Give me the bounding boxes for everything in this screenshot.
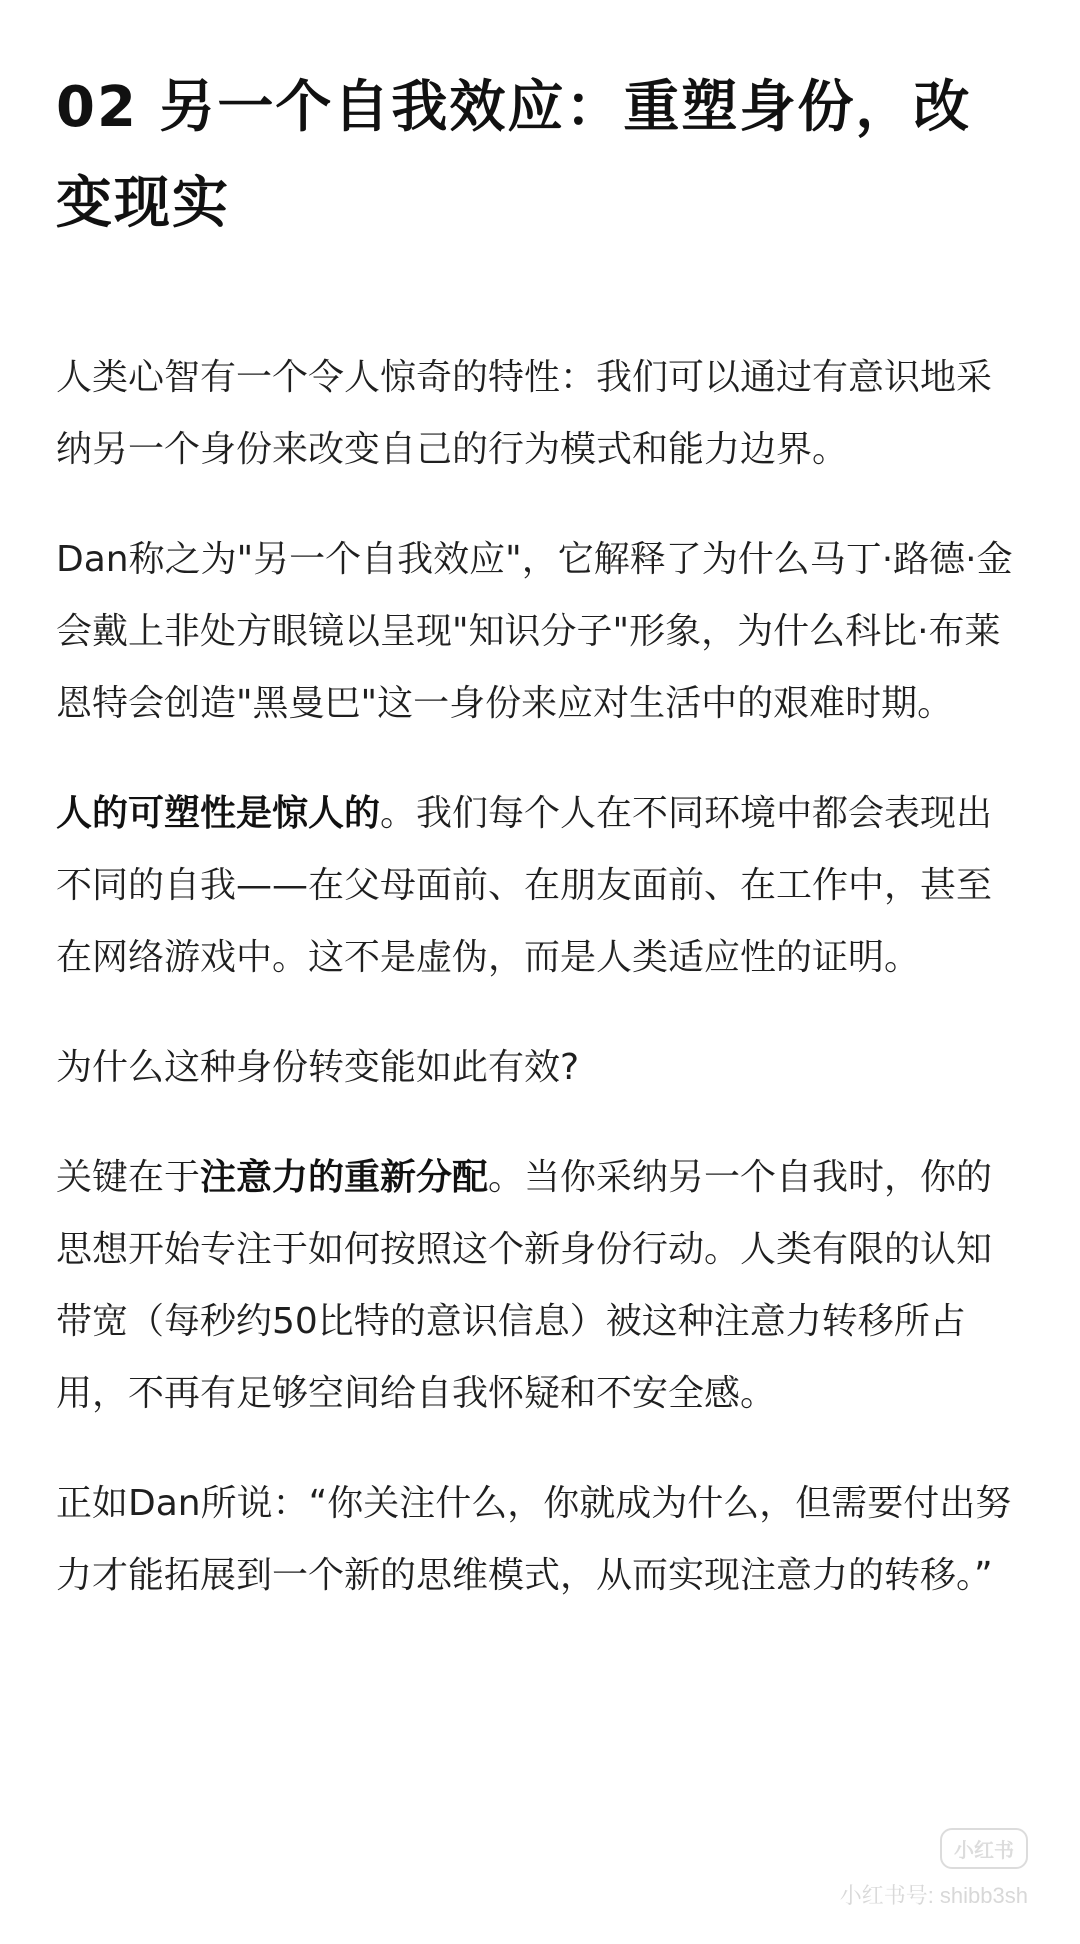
paragraph-intro: 人类心智有一个令人惊奇的特性：我们可以通过有意识地采纳另一个身份来改变自己的行为模式和能力边界。: [56, 357, 993, 470]
paragraph-quote: 正如Dan所说：“你关注什么，你就成为什么，但需要付出努力才能拓展到一个新的思维模式，从而实现注意力的转移。”: [56, 1483, 1012, 1596]
watermark-logo: 小红书: [940, 1828, 1028, 1869]
article-title: 02 另一个自我效应：重塑身份，改变现实: [56, 75, 972, 236]
paragraph-attention-lead: 关键在于: [56, 1157, 201, 1198]
watermark-id: 小红书号: shibb3sh: [839, 1883, 1028, 1908]
paragraph-attention: [56, 1142, 1024, 1430]
paragraph-plasticity-text: 。我们每个人在不同环境中都会表现出不同的自我——在父母面前、在朋友面前、在工作中，甚至在网络游戏中。这不是虚伪，而是人类适应性的证明。: [56, 793, 993, 978]
paragraph-attention-text: 。当你采纳另一个自我时，你的思想开始专注于如何按照这个新身份行动。人类有限的认知带宽（每秒约50比特的意识信息）被这种注意力转移所占用，不再有足够空间给自我怀疑和不安全感。: [56, 1157, 993, 1414]
paragraph-alter-ego-effect: Dan称之为"另一个自我效应"，它解释了为什么马丁·路德·金会戴上非处方眼镜以呈现"知识分子"形象，为什么科比·布莱恩特会创造"黑曼巴"这一身份来应对生活中的艰难时期。: [56, 539, 1013, 724]
paragraph-plasticity: [56, 778, 1024, 994]
paragraph-question: 为什么这种身份转变能如此有效?: [56, 1047, 580, 1088]
emphasis-attention: 注意力的重新分配: [200, 1157, 489, 1198]
emphasis-plasticity: 人的可塑性是惊人的: [56, 793, 381, 834]
watermark: [840, 1828, 1028, 1910]
article-body: [56, 60, 1024, 1612]
